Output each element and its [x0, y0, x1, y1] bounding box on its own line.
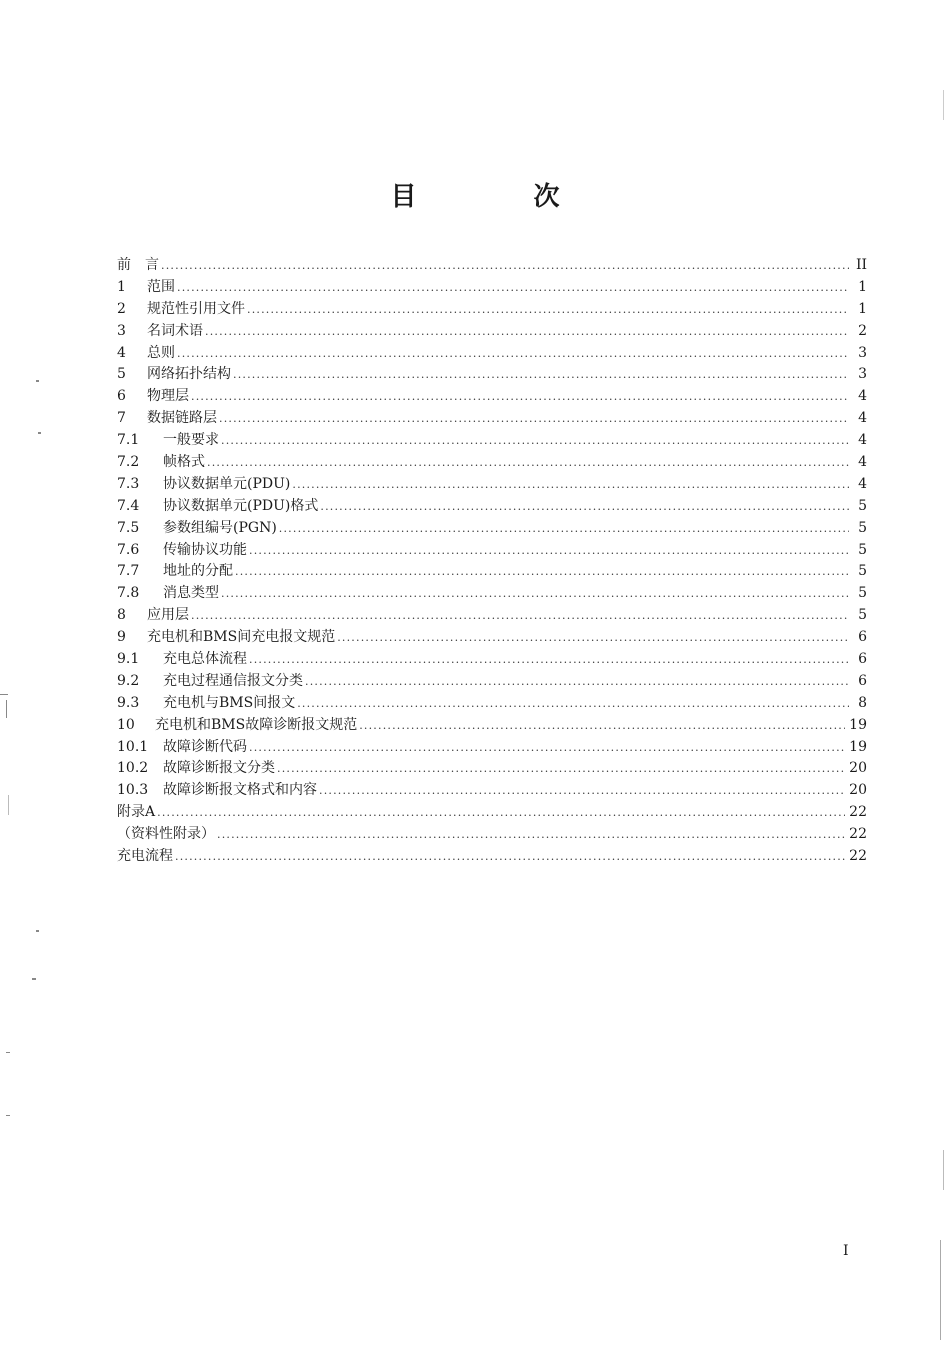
scan-speck: [32, 978, 36, 980]
toc-page: 4: [858, 432, 867, 449]
toc-title: 数据链路层: [147, 410, 217, 427]
leader-dots: [157, 802, 845, 824]
toc-number: 8: [117, 607, 126, 624]
toc-page: 5: [858, 497, 867, 514]
toc-entry[interactable]: [117, 496, 867, 518]
toc-page: 2: [858, 322, 867, 339]
scan-speck: [36, 380, 39, 382]
leader-dots: [249, 649, 849, 671]
leader-dots: [235, 561, 849, 583]
toc-entry[interactable]: [117, 824, 867, 846]
toc-number: 7.2: [117, 454, 140, 471]
toc-page: 1: [858, 300, 867, 317]
scan-speck: [943, 90, 944, 120]
toc-title: 充电机和BMS间充电报文规范: [147, 629, 336, 646]
toc-page: 4: [858, 388, 867, 405]
leader-dots: [279, 518, 849, 540]
toc-page: 8: [858, 694, 867, 711]
toc-page: 22: [849, 848, 867, 865]
toc-entry[interactable]: [117, 430, 867, 452]
leader-dots: [359, 715, 845, 737]
toc-entry[interactable]: [117, 518, 867, 540]
toc-entry[interactable]: [117, 364, 867, 386]
toc-number: 7: [117, 410, 126, 427]
leader-dots: [277, 758, 845, 780]
toc-page: 1: [858, 278, 867, 295]
toc-number: 10.3: [117, 782, 149, 799]
scan-speck: [8, 795, 9, 815]
toc-number: 9: [117, 629, 126, 646]
toc-title: 传输协议功能: [163, 541, 247, 558]
leader-dots: [292, 474, 849, 496]
page-title: 目 次: [390, 182, 614, 212]
toc-page: 3: [858, 366, 867, 383]
toc-number: 10: [117, 716, 135, 733]
toc-page: 22: [849, 804, 867, 821]
toc-page: 22: [849, 826, 867, 843]
toc-entry[interactable]: [117, 299, 867, 321]
leader-dots: [247, 299, 849, 321]
leader-dots: [207, 452, 849, 474]
leader-dots: [249, 737, 845, 759]
toc-page: 4: [858, 410, 867, 427]
toc-page: 3: [858, 344, 867, 361]
toc-entry[interactable]: [117, 693, 867, 715]
toc-page: 4: [858, 475, 867, 492]
toc-title: 一般要求: [163, 432, 219, 449]
toc-page: 6: [858, 651, 867, 668]
toc-number: 1: [117, 278, 126, 295]
toc-entry[interactable]: [117, 452, 867, 474]
toc-entry[interactable]: [117, 715, 867, 737]
leader-dots: [205, 321, 849, 343]
toc-page: 6: [858, 629, 867, 646]
toc-title: 名词术语: [147, 322, 203, 339]
toc-number: 5: [117, 366, 126, 383]
leader-dots: [191, 605, 849, 627]
leader-dots: [221, 430, 849, 452]
toc-number: 7.5: [117, 519, 140, 536]
scan-speck: [940, 1240, 941, 1340]
toc-entry[interactable]: [117, 386, 867, 408]
leader-dots: [161, 255, 849, 277]
toc-entry[interactable]: [117, 627, 867, 649]
toc-number: 7.1: [117, 432, 140, 449]
toc-entry[interactable]: [117, 408, 867, 430]
leader-dots: [177, 343, 849, 365]
toc-title: 充电机和BMS故障诊断报文规范: [155, 716, 358, 733]
toc-title: 地址的分配: [163, 563, 233, 580]
toc-title: 协议数据单元(PDU): [163, 475, 291, 492]
toc-page: 5: [858, 585, 867, 602]
scan-speck: [6, 700, 7, 718]
toc-page: II: [855, 257, 867, 273]
toc-page: 19: [849, 716, 867, 733]
toc-title: 物理层: [147, 388, 189, 405]
toc-number: 6: [117, 388, 126, 405]
scan-speck: [6, 1052, 10, 1053]
toc-title: 故障诊断报文分类: [163, 760, 275, 777]
toc-entry[interactable]: [117, 561, 867, 583]
toc-page: 5: [858, 541, 867, 558]
toc-entry[interactable]: [117, 343, 867, 365]
toc-entry[interactable]: [117, 802, 867, 824]
scan-speck: [38, 432, 41, 434]
leader-dots: [191, 386, 849, 408]
toc-entry[interactable]: [117, 780, 867, 802]
toc-number: 10.1: [117, 738, 149, 755]
leader-dots: [320, 496, 849, 518]
toc-page: 20: [849, 760, 867, 777]
leader-dots: [319, 780, 845, 802]
leader-dots: [233, 364, 849, 386]
toc-page: 19: [849, 738, 867, 755]
toc-number: 9.2: [117, 672, 140, 689]
toc-number: 7.3: [117, 475, 140, 492]
toc-title: 充电总体流程: [163, 651, 247, 668]
toc-number: 3: [117, 322, 126, 339]
toc-title: 充电机与BMS间报文: [163, 694, 296, 711]
toc-entry[interactable]: [117, 321, 867, 343]
toc-page: 20: [849, 782, 867, 799]
scan-speck: [6, 1115, 10, 1116]
toc-title: 总则: [147, 344, 175, 361]
toc-title: 充电过程通信报文分类: [163, 672, 303, 689]
toc-number: 7.7: [117, 563, 140, 580]
toc-entry[interactable]: [117, 255, 867, 277]
table-of-contents: [117, 255, 867, 868]
toc-page: 6: [858, 672, 867, 689]
toc-entry[interactable]: [117, 649, 867, 671]
toc-title: 规范性引用文件: [147, 300, 245, 317]
toc-number: 9.3: [117, 694, 140, 711]
leader-dots: [297, 693, 849, 715]
toc-title: 消息类型: [163, 585, 219, 602]
leader-dots: [337, 627, 849, 649]
toc-number: 7.4: [117, 497, 140, 514]
scan-speck: [36, 930, 39, 932]
toc-page: 5: [858, 519, 867, 536]
leader-dots: [177, 277, 849, 299]
toc-title: 故障诊断代码: [163, 738, 247, 755]
leader-dots: [217, 824, 845, 846]
leader-dots: [249, 540, 849, 562]
toc-number: 4: [117, 344, 126, 361]
scan-speck: [0, 694, 8, 695]
toc-number: 10.2: [117, 760, 149, 777]
scan-speck: [943, 1150, 944, 1190]
toc-entry[interactable]: [117, 277, 867, 299]
toc-entry[interactable]: [117, 540, 867, 562]
toc-title: 网络拓扑结构: [147, 366, 231, 383]
leader-dots: [305, 671, 849, 693]
toc-title: 帧格式: [163, 454, 205, 471]
toc-number: 2: [117, 300, 126, 317]
toc-page: 5: [858, 563, 867, 580]
toc-number: 7.6: [117, 541, 140, 558]
leader-dots: [221, 583, 849, 605]
toc-title: 应用层: [147, 607, 189, 624]
toc-title: 参数组编号(PGN): [163, 519, 277, 536]
toc-entry[interactable]: [117, 583, 867, 605]
toc-page: 4: [858, 454, 867, 471]
toc-title: 附录A: [117, 804, 156, 821]
toc-entry[interactable]: [117, 474, 867, 496]
toc-number: 7.8: [117, 585, 140, 602]
toc-title: 前 言: [117, 257, 159, 273]
toc-title: 故障诊断报文格式和内容: [163, 782, 317, 799]
page-number: I: [843, 1243, 849, 1259]
toc-entry[interactable]: [117, 605, 867, 627]
toc-entry[interactable]: [117, 758, 867, 780]
leader-dots: [219, 408, 849, 430]
toc-entry[interactable]: [117, 846, 867, 868]
toc-number: 9.1: [117, 651, 140, 668]
toc-title: （资料性附录）: [117, 826, 215, 843]
toc-page: 5: [858, 607, 867, 624]
toc-title: 范围: [147, 278, 175, 295]
toc-entry[interactable]: [117, 737, 867, 759]
leader-dots: [175, 846, 845, 868]
toc-title: 协议数据单元(PDU)格式: [163, 497, 319, 514]
toc-title: 充电流程: [117, 848, 173, 865]
toc-entry[interactable]: [117, 671, 867, 693]
